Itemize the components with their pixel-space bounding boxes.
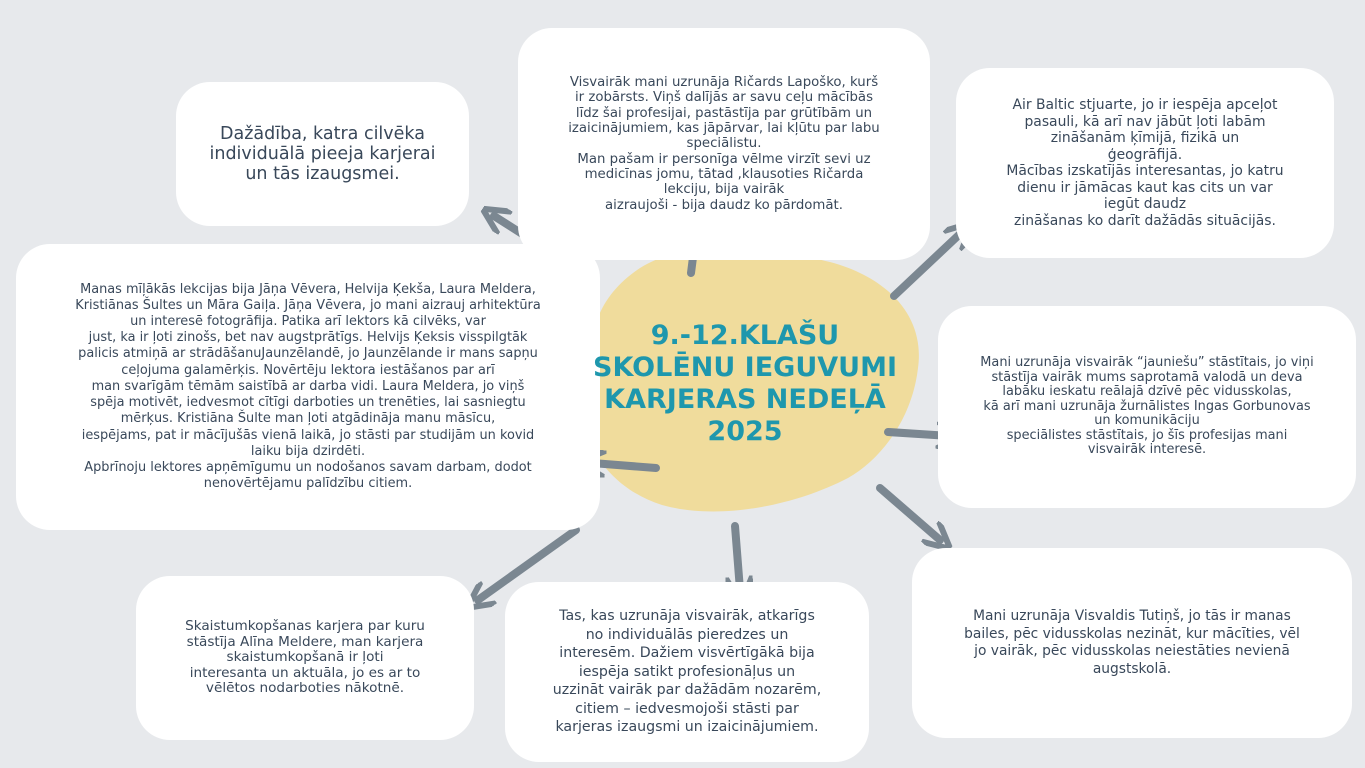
- card-bottom-center-text: Tas, kas uzrunāja visvairāk, atkarīgs no individuālās pieredzes un interesēm. Dažiem visvērtīgākā bija iespēja satikt profesionāļus un uzzināt vairāk par dažādām nozarēm, citiem – iedvesmojoši stāsti par karjeras izaugsmi un izaicinājumiem.: [552, 608, 822, 736]
- card-top-left-text: Dažādība, katra cilvēka individuālā pieeja karjerai un tās izaugsmei.: [209, 124, 436, 184]
- card-bottom-left-text: Skaistumkopšanas karjera par kuru stāstīja Alīna Meldere, man karjera skaistumkopšanā ir ļoti interesanta un aktuāla, jo es ar to vēlētos nodarboties nākotnē.: [185, 618, 425, 697]
- card-top-right: [956, 68, 1334, 258]
- diagram-title: 9.-12.KLAŠU SKOLĒNU IEGUVUMI KARJERAS NEDEĻĀ 2025: [593, 320, 897, 447]
- card-bottom-right: [912, 548, 1352, 738]
- card-left: [16, 244, 600, 530]
- card-bottom-right-text: Mani uzrunāja Visvaldis Tutiņš, jo tās ir manas bailes, pēc vidusskolas nezināt, kur mācīties, vēl jo vairāk, pēc vidusskolas neiestāties nevienā augstskolā.: [964, 608, 1300, 677]
- arrow-to-bottom-right: [880, 488, 940, 540]
- arrow-to-bottom-center: [735, 526, 740, 590]
- arrow-to-left: [592, 463, 656, 468]
- card-right-text: Mani uzrunāja visvairāk “jauniešu” stāstītais, jo viņi stāstīja vairāk mums saprotamā valodā un deva labāku ieskatu reālajā dzīvē pēc vidusskolas, kā arī mani uzrunāja žurnālistes Ingas Gorbunovas un komunikāciju speciālistes stāstītais, jo šīs profesijas mani visvairāk interesē.: [980, 355, 1314, 458]
- card-top-left: [176, 82, 469, 226]
- card-right: [938, 306, 1356, 508]
- card-left-text: Manas mīļākās lekcijas bija Jāņa Vēvera, Helvija Ķekša, Laura Meldera, Kristiānas Šultes un Māra Gaiļa. Jāņa Vēvera, jo mani aizrauj arhitektūra un interesē fotogrāfija. Patika arī lektors kā cilvēks, var just, ka ir ļoti zinošs, bet nav augstprātīgs. Helvijs Ķeksis visspilgtāk palicis atmiņā ar strādāšanuJaunzēlandē, jo Jaunzēlande ir mans sapņu ceļojuma galamērķis. Novērtēju lektora iestāšanos par arī man svarīgām tēmām saistībā ar darba vidi. Laura Meldera, jo viņš spēja motivēt, iedvesmot cītīgi darboties un trenēties, lai sasniegtu mērķus. Kristiāna Šulte man ļoti atgādināja manu māsīcu, iespējams, pat ir mācījušās vienā laikā, jo stāsti par studijām un kovid laiku bija dzirdēti. Apbrīnoju lektores apņēmīgumu un nodošanos savam darbam, dodot nenovērtējamu palīdzību citiem.: [75, 281, 541, 492]
- card-bottom-center: [505, 582, 869, 762]
- card-top-center: [518, 28, 930, 260]
- card-top-right-text: Air Baltic stjuarte, jo ir iespēja apceļot pasauli, kā arī nav jābūt ļoti labām zināšanām ķīmijā, fizikā un ģeogrāfijā. Mācības izskatījās interesantas, jo katru dienu ir jāmācas kaut kas cits un var iegūt daudz zināšanas ko darīt dažādās situācijās.: [1006, 97, 1284, 229]
- card-bottom-left: [136, 576, 474, 740]
- card-top-center-text: Visvairāk mani uzrunāja Ričards Lapoško, kurš ir zobārsts. Viņš dalījās ar savu ceļu mācībās līdz šai profesijai, pastāstīja par grūtībām un izaicinājumiem, kas jāpārvar, lai kļūtu par labu speciālistu. Man pašam ir personīga vēlme virzīt sevi uz medicīnas jomu, tātad ,klausoties Ričarda lekciju, bija vairāk aizraujoši - bija daudz ko pārdomāt.: [568, 75, 880, 213]
